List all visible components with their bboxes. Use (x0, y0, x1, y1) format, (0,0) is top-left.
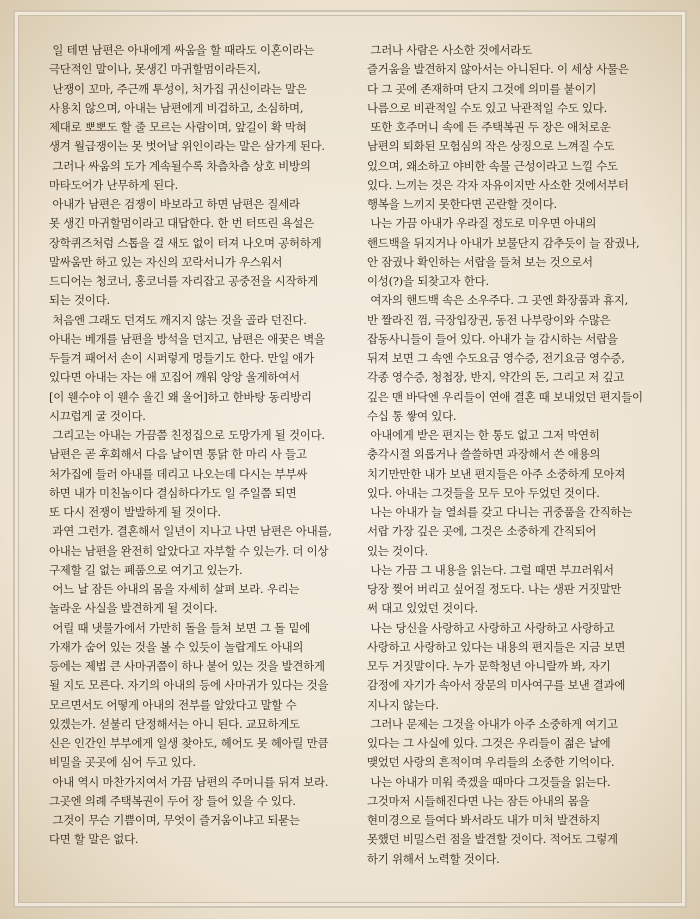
text-line: 안 잠궜나 확인하는 서랍을 들쳐 보는 것으로서 (367, 254, 593, 269)
left-text-column (49, 41, 367, 850)
text-line: 모두 거짓말이다. 누가 문학청년 아니랄까 봐, 자기 (367, 659, 611, 673)
text-line: 뒤져 보면 그 속엔 수도요금 영수증, 전기요금 영수증, (367, 351, 625, 365)
text-line: 써 대고 있었던 것이다. (367, 601, 478, 616)
text-line: 반 짤라진 껌, 극장입장권, 동전 나부랑이와 수많은 (367, 312, 611, 327)
text-line: 서랍 가장 깊은 곳에, 그것은 소중하게 간직되어 (367, 524, 597, 539)
text-line: 난쟁이 꼬마, 주근깨 투성이, 처가집 귀신이라는 말은 (49, 81, 307, 96)
text-line: 마타도어가 난무하게 된다. (49, 177, 179, 192)
text-line: 등에는 제법 큰 사마귀쯤이 하나 붙어 있는 것을 발견하게 (49, 659, 325, 673)
text-line: 나는 가끔 그 내용을 읽는다. 그럴 때면 부끄러워서 (367, 562, 614, 577)
text-line: 그것마저 시들해진다면 나는 잠든 아내의 몸을 (367, 793, 590, 808)
text-line: 이성(?)을 되찾고자 한다. (367, 274, 489, 288)
text-line: 일 테면 남편은 아내에게 싸움을 할 때라도 이혼이라는 (49, 43, 315, 57)
text-line: 아내가 남편은 검쟁이 바보라고 하면 남편은 질세라 (49, 197, 300, 211)
text-line: 나름으로 비관적일 수도 있고 낙관적일 수도 있다. (367, 100, 608, 115)
text-line: 남편의 퇴화된 모험심의 작은 상징으로 느껴질 수도 (367, 139, 615, 154)
text-line: 또 다시 전쟁이 발발하게 될 것이다. (49, 505, 221, 519)
text-line: 당장 찢어 버리고 싶어질 정도다. 나는 생판 거짓말만 (367, 582, 622, 596)
text-line: 시끄럽게 굴 것이다. (49, 408, 146, 423)
text-line: 어느 날 잠든 아내의 몸을 자세히 살펴 보라. 우리는 (49, 582, 300, 596)
text-line: 아내 역시 마찬가지여서 가끔 남편의 주머니를 뒤져 보라. (49, 774, 329, 789)
text-line: 있다. 아내는 그것들을 모두 모아 두었던 것이다. (367, 485, 600, 500)
text-line: 수십 통 쌓여 있다. (367, 408, 457, 423)
text-line: 놀라운 사실을 발견하게 될 것이다. (49, 601, 218, 616)
text-line: 되는 것이다. (49, 293, 110, 308)
text-line: 있겠는가. 섣불리 단정해서는 아니 된다. 교묘하게도 (49, 716, 300, 731)
text-line: 충각시절 외롭거나 쓸쓸하면 과장해서 쓴 애용의 (367, 447, 601, 462)
text-line: 깊은 맨 바닥엔 우리들이 연애 결혼 때 보내었던 편지들이 (367, 389, 643, 404)
text-line: 있다면 아내는 자는 애 꼬집어 깨워 앙앙 울게하여서 (49, 370, 300, 385)
text-line: 그리고는 아내는 가끔쯤 친정집으로 도망가게 될 것이다. (49, 428, 325, 442)
text-line: 치기만만한 내가 보낸 편지들은 아주 소중하게 모아져 (367, 466, 626, 481)
text-line: 있다는 그 사실에 있다. 그것은 우리들이 젊은 날에 (367, 736, 611, 750)
text-line: 처가집에 들러 아내를 데리고 나오는데 다시는 부부싸 (49, 466, 308, 481)
text-line: 있으며, 왜소하고 야비한 속물 근성이라고 느낄 수도 (367, 158, 618, 173)
text-line: 과연 그런가. 결혼해서 일년이 지나고 나면 남편은 아내를, (49, 524, 332, 539)
text-line: 모르면서도 어떻게 아내의 전부를 알았다고 말할 수 (49, 697, 297, 712)
text-line: 장학퀴즈처럼 스톱을 걸 새도 없이 터져 나오며 공허하게 (49, 235, 322, 250)
text-line: 사랑하고 사랑하고 있다는 내용의 편지들은 지금 보면 (367, 639, 626, 654)
text-line: 현미경으로 들여다 봐서라도 내가 미처 발견하지 (367, 813, 601, 827)
text-line: 지나지 않는다. (367, 697, 439, 712)
text-line: 어릴 때 냇물가에서 가만히 돌을 들쳐 보면 그 돌 밑에 (49, 620, 311, 635)
text-line: 감정에 자기가 속아서 장문의 미사여구를 보낸 결과에 (367, 678, 626, 693)
text-line: 구제할 길 없는 폐품으로 여기고 있는가. (49, 562, 243, 577)
text-line: 나는 당신을 사랑하고 사랑하고 사랑하고 사랑하고 (367, 620, 615, 635)
text-line: 다 그 곳에 존재하며 단지 그것에 의미를 붙이기 (367, 81, 597, 96)
text-line: 처음엔 그래도 던져도 깨지지 않는 것을 골라 던진다. (49, 312, 307, 327)
text-line: 여자의 핸드백 속은 소우주다. 그 곳엔 화장품과 휴지, (367, 293, 629, 308)
text-line: 가재가 숨어 있는 것을 볼 수 있듯이 놀랍게도 아내의 (49, 639, 304, 654)
text-line: 남편은 곧 후회해서 다음 날이면 통닭 한 마리 사 들고 (49, 447, 307, 462)
text-line: 즐거움을 발견하지 않아서는 아니된다. 이 세상 사물은 (367, 62, 629, 77)
text-line: 생겨 월급쟁이는 못 벗어날 위인이라는 말은 삼가게 된다. (49, 139, 325, 154)
text-line: 드디어는 청코너, 홍코너를 자리잡고 공중전을 시작하게 (49, 274, 319, 288)
text-line: 두들겨 패어서 손이 시퍼렇게 멍들기도 한다. 만일 애가 (49, 351, 315, 365)
text-line: 맺었던 사랑의 흔적이며 우리들의 소중한 기억이다. (367, 755, 615, 770)
text-line: 아내는 베개를 남편을 방석을 던지고, 남편은 애꿎은 벽을 (49, 331, 325, 346)
text-line: 잡동사니들이 들어 있다. 아내가 늘 감시하는 서랍을 (367, 331, 618, 346)
text-line: 하기 위해서 노력할 것이다. (367, 851, 500, 866)
text-line: 아내는 남편을 완전히 알았다고 자부할 수 있는가. 더 이상 (49, 543, 329, 558)
text-line: 말싸움만 하고 있는 자신의 꼬락서니가 우스워서 (49, 254, 283, 269)
text-line: 하면 내가 미친놈이다 결심하다가도 일 주일쯤 되면 (49, 485, 297, 500)
text-line: 다면 할 말은 없다. (49, 832, 139, 847)
text-line: 아내에게 받은 편지는 한 통도 없고 그저 막연히 (367, 428, 600, 442)
text-line: 나는 아내가 늘 열쇠를 갖고 다니는 귀중품을 간직하는 (367, 505, 633, 519)
text-line: 핸드백을 뒤지거나 아내가 보물단지 감추듯이 늘 잠궜나, (367, 235, 640, 250)
text-line: 나는 아내가 미워 죽겠을 때마다 그것들을 읽는다. (367, 774, 611, 789)
text-line: 행복을 느끼지 못한다면 곤란할 것이다. (367, 197, 557, 211)
text-line: 있는 것이다. (367, 543, 428, 558)
text-line: 신은 인간인 부부에게 일생 찾아도, 헤어도 못 헤아릴 만큼 (49, 736, 329, 750)
text-line: 그러나 싸움의 도가 계속될수록 차츰차츰 상호 비방의 (49, 158, 311, 173)
text-line: 비밀을 곳곳에 심어 두고 있다. (49, 755, 196, 770)
text-line: 그러나 문제는 그것을 아내가 아주 소중하게 여기고 (367, 716, 618, 731)
text-line: 또한 호주머니 속에 든 주택복권 두 장은 애처로운 (367, 120, 611, 134)
text-line: [이 웬수야 이 웬수 울긴 왜 울어]하고 한바탕 동리방리 (49, 389, 312, 404)
text-line: 극단적인 말이나, 못생긴 마귀할멈이라든지, (49, 62, 261, 77)
text-line: 사용치 않으며, 아내는 남편에게 비겁하고, 소심하며, (49, 100, 304, 115)
text-line: 못 생긴 마귀할멈이라고 대답한다. 한 번 터뜨린 욕설은 (49, 216, 315, 231)
text-line: 그곳엔 의례 주택복권이 두어 장 들어 있을 수 있다. (49, 793, 296, 808)
text-line: 나는 가끔 아내가 우라질 정도로 미우면 아내의 (367, 216, 597, 231)
text-line: 있다. 느끼는 것은 각자 자유이지만 사소한 것에서부터 (367, 177, 629, 192)
text-line: 그것이 무슨 기쁨이며, 무엇이 즐거움이냐고 되묻는 (49, 813, 300, 827)
text-line: 제대로 뽀뽀도 할 줄 모르는 사람이며, 앞길이 확 막혀 (49, 120, 307, 134)
text-line: 될 지도 모른다. 자기의 아내의 등에 사마귀가 있다는 것을 (49, 678, 329, 693)
text-line: 못했던 비밀스런 점을 발견할 것이다. 적어도 그렇게 (367, 832, 618, 847)
right-text-column (367, 41, 687, 869)
text-line: 그러나 사람은 사소한 것에서라도 (367, 43, 532, 57)
text-line: 각종 영수증, 청첩장, 반지, 약간의 돈, 그리고 저 깊고 (367, 370, 625, 385)
